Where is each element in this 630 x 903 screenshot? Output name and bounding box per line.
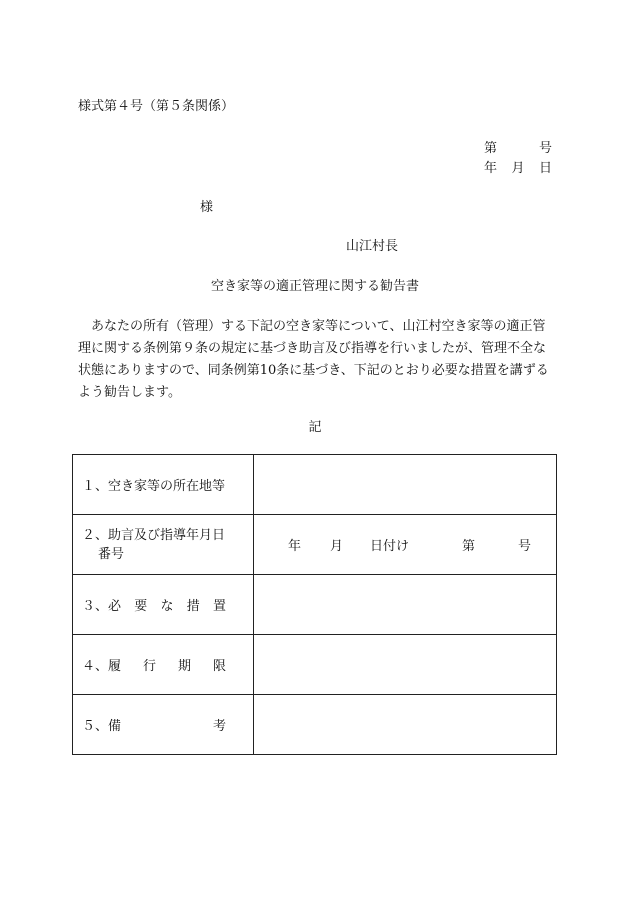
row-label-location [73,455,254,515]
document-number-row [484,137,552,157]
remarks-value-cell[interactable] [254,695,557,755]
form-number: 様式第４号（第５条関係） [78,99,235,114]
measures-value-cell[interactable] [254,575,557,635]
row-label-line2: 番号 [98,546,125,562]
row-number: ２、 [82,527,109,543]
date-year: 年 [484,161,498,176]
row-label-advice-date [73,515,254,575]
spread-label [82,595,226,614]
date-day: 日 [538,161,552,176]
doc-number-go: 号 [538,141,552,156]
row-number: ４、 [82,659,109,674]
label-char: 措 [186,599,200,614]
label-char: 行 [143,659,157,674]
label-char: な [160,599,174,614]
advice-dated: 日付け [370,539,410,554]
label-char: 必 [108,599,122,614]
row-number: ３、 [82,599,109,614]
advice-month: 月 [330,539,344,554]
row-number-and-char [82,715,121,734]
row-label-measures [73,575,254,635]
date-month: 月 [511,161,525,176]
row-label-remarks [73,695,254,755]
row-label-deadline [73,635,254,695]
deadline-value-cell[interactable] [254,635,557,695]
row-label-text: 空き家等の所在地等 [108,479,226,494]
row-label-text: 助言及び指導年月日 [108,527,226,543]
advice-dai: 第 [462,539,476,554]
table-row [73,515,557,575]
label-char: 期 [177,659,191,674]
sender-name: 山江村長 [346,239,399,254]
doc-number-dai: 第 [484,141,498,156]
spread-label [82,655,226,674]
advice-date-value-cell[interactable] [254,515,557,575]
row-number-and-char [82,595,121,614]
addressee-honorific: 様 [200,200,214,215]
row-number: １、 [82,479,109,494]
items-table [72,454,557,755]
label-char: 考 [212,719,226,734]
spread-label [82,715,226,734]
location-value-cell[interactable] [254,455,557,515]
advice-date-fields [254,515,556,574]
label-char: 限 [212,659,226,674]
label-char: 要 [134,599,148,614]
table-row [73,695,557,755]
table-row [73,575,557,635]
row-label-line1 [82,526,253,545]
row-number: ５、 [82,719,109,734]
advice-year: 年 [288,539,302,554]
row-number-and-char [82,655,121,674]
table-row [73,455,557,515]
label-char: 備 [108,719,122,734]
label-char: 履 [108,659,122,674]
date-row [484,157,552,176]
document-number-block [484,137,552,176]
body-paragraph: あなたの所有（管理）する下記の空き家等について、山江村空き家等の適正管理に関する条例第９条の規定に基づき助言及び指導を行いましたが、管理不全な状態にありますので、同条例第10条に基づき、下記のとおり必要な措置を講ずるよう勧告します。 [78,319,549,400]
advice-go: 号 [518,539,532,554]
document-title: 空き家等の適正管理に関する勧告書 [210,279,419,294]
ki-heading: 記 [308,420,322,435]
label-char: 置 [212,599,226,614]
table-row [73,635,557,695]
